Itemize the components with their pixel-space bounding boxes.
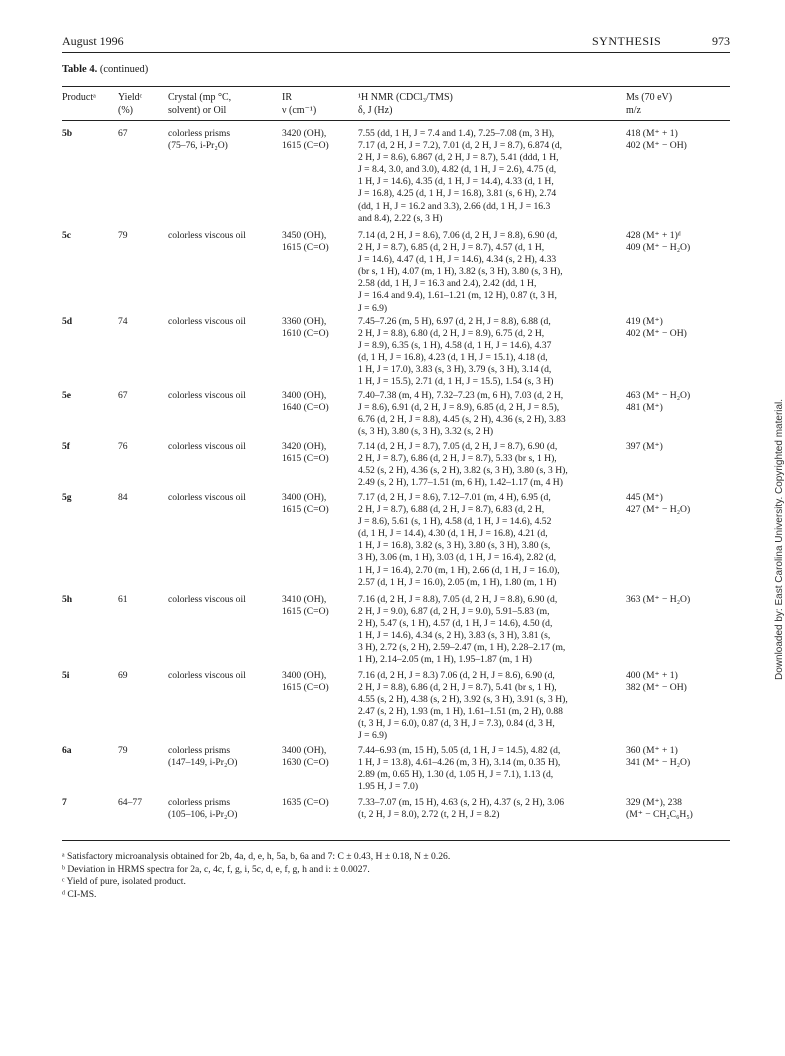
table-cell-line: 79 — [118, 230, 128, 241]
table-cell-product — [62, 230, 112, 242]
table-cell-line: 1615 (C=O) — [282, 242, 329, 254]
table-cell-line: colorless viscous oil — [168, 670, 246, 681]
table-cell-line: 1640 (C=O) — [282, 402, 329, 414]
table-cell-ir — [282, 670, 352, 694]
table-cell-ms — [626, 492, 736, 516]
table-cell-crystal — [168, 316, 276, 328]
table-cell-product — [62, 128, 112, 140]
table-cell-line: 1 H, J = 14.6), 4.35 (d, 1 H, J = 14.4), 4.33 (d, 1 H, — [358, 176, 554, 188]
table-cell-line: colorless viscous oil — [168, 390, 246, 401]
column-header-yield — [118, 91, 160, 117]
table-cell-line: colorless prisms — [168, 797, 231, 808]
column-header-line: Productᵃ — [62, 92, 96, 103]
table-cell-ms — [626, 441, 736, 453]
table-cell-nmr — [358, 230, 616, 315]
column-header-line: Ms (70 eV) — [626, 92, 673, 103]
table-cell-ms — [626, 670, 736, 694]
table-cell-line: 419 (M⁺) — [626, 316, 663, 327]
table-cell-line: 3400 (OH), — [282, 670, 327, 681]
table-cell-line: 400 (M⁺ + 1) — [626, 670, 678, 681]
table-cell-nmr — [358, 797, 616, 821]
table-cell-line: 2 H), 5.47 (s, 1 H), 4.57 (d, 1 H, J = 14.6), 4.50 (d, — [358, 618, 553, 630]
column-header-line: Crystal (mp °C, — [168, 92, 232, 103]
table-cell-line: colorless prisms — [168, 128, 231, 139]
table-cell-line: 67 — [118, 390, 128, 401]
table-cell-line: 5i — [62, 670, 70, 681]
table-cell-ir — [282, 594, 352, 618]
table-cell-line: 2 H, J = 8.8), 6.80 (d, 2 H, J = 8.9), 6.75 (d, 2 H, — [358, 328, 545, 340]
table-cell-product — [62, 797, 112, 809]
table-cell-line: 7 — [62, 797, 67, 808]
table-caption — [62, 64, 148, 75]
table-top-rule — [62, 86, 730, 87]
table-cell-line: J = 8.6), 5.61 (s, 1 H), 4.58 (d, 1 H, J = 14.6), 4.52 — [358, 516, 552, 528]
table-cell-line: 363 (M⁺ − H₂O) — [626, 594, 691, 605]
table-cell-crystal — [168, 670, 276, 682]
table-cell-line: 3410 (OH), — [282, 594, 327, 605]
table-cell-line: 382 (M⁺ − OH) — [626, 682, 687, 694]
column-header-line: (%) — [118, 105, 133, 116]
table-cell-line: 2 H, J = 8.7), 6.88 (d, 2 H, J = 8.7), 6.83 (d, 2 H, — [358, 504, 545, 516]
table-cell-line: 341 (M⁺ − H₂O) — [626, 757, 691, 769]
table-cell-line: 2 H, J = 9.0), 6.87 (d, 2 H, J = 9.0), 5.91–5.83 (m, — [358, 606, 550, 618]
table-cell-line: (147–149, i-Pr₂O) — [168, 757, 238, 769]
table-cell-line: J = 8.6), 6.91 (d, 2 H, J = 8.9), 6.85 (d, 2 H, J = 8.5), — [358, 402, 560, 414]
table-cell-line: 1615 (C=O) — [282, 504, 329, 516]
table-cell-line: 2 H, J = 8.7), 6.85 (d, 2 H, J = 8.7), 4.57 (d, 1 H, — [358, 242, 545, 254]
table-cell-yield — [118, 594, 160, 606]
table-cell-line: 5e — [62, 390, 72, 401]
table-cell-ir — [282, 230, 352, 254]
table-cell-line: 7.16 (d, 2 H, J = 8.3) 7.06 (d, 2 H, J = 8.6), 6.90 (d, — [358, 670, 555, 681]
table-cell-line: 428 (M⁺ + 1)ᵈ — [626, 230, 681, 241]
table-cell-product — [62, 492, 112, 504]
table-cell-line: 4.52 (s, 2 H), 4.36 (s, 2 H), 3.82 (s, 3 H), 3.80 (s, 3 H), — [358, 465, 568, 477]
table-cell-line: 409 (M⁺ − H₂O) — [626, 242, 691, 254]
table-cell-line: colorless viscous oil — [168, 594, 246, 605]
footnote: ᶜ Yield of pure, isolated product. — [62, 876, 186, 887]
table-cell-line: (M⁺ − CH₂C₆H₅) — [626, 809, 693, 821]
table-cell-line: (br s, 1 H), 4.07 (m, 1 H), 3.82 (s, 3 H), 3.80 (s, 3 H), — [358, 266, 563, 278]
table-cell-product — [62, 745, 112, 757]
table-cell-line: 1 H, J = 14.6), 4.34 (s, 2 H), 3.83 (s, 3 H), 3.81 (s, — [358, 630, 551, 642]
column-header-line: δ, J (Hz) — [358, 105, 393, 116]
table-cell-line: J = 8.9), 6.35 (s, 1 H), 4.58 (d, 1 H, J = 14.6), 4.37 — [358, 340, 552, 352]
table-cell-crystal — [168, 492, 276, 504]
column-header-line: ν (cm⁻¹) — [282, 105, 317, 116]
table-header-rule — [62, 120, 730, 121]
table-cell-line: J = 16.8), 4.25 (d, 1 H, J = 16.8), 3.81 (s, 6 H), 2.74 — [358, 188, 557, 200]
table-cell-line: 69 — [118, 670, 128, 681]
table-cell-line: colorless viscous oil — [168, 492, 246, 503]
table-cell-line: 7.40–7.38 (m, 4 H), 7.32–7.23 (m, 6 H), 7.03 (d, 2 H, — [358, 390, 564, 401]
table-cell-nmr — [358, 492, 616, 589]
table-cell-line: J = 6.9) — [358, 302, 388, 314]
table-cell-line: J = 16.4 and 9.4), 1.61–1.21 (m, 12 H), 0.87 (t, 3 H, — [358, 290, 557, 302]
table-cell-crystal — [168, 797, 276, 821]
header-rule — [62, 52, 730, 53]
table-cell-line: 76 — [118, 441, 128, 452]
table-cell-line: 64–77 — [118, 797, 142, 808]
table-cell-ir — [282, 745, 352, 769]
table-cell-yield — [118, 390, 160, 402]
table-cell-line: 1615 (C=O) — [282, 140, 329, 152]
table-cell-crystal — [168, 594, 276, 606]
table-cell-line: (d, 1 H, J = 16.8), 4.23 (d, 1 H, J = 15.1), 4.18 (d, — [358, 352, 548, 364]
table-cell-line: 7.44–6.93 (m, 15 H), 5.05 (d, 1 H, J = 14.5), 4.82 (d, — [358, 745, 561, 756]
column-header-line: IR — [282, 92, 292, 103]
table-cell-line: (105–106, i-Pr₂O) — [168, 809, 238, 821]
table-cell-ir — [282, 492, 352, 516]
table-cell-line: 84 — [118, 492, 128, 503]
column-header-line: solvent) or Oil — [168, 105, 227, 116]
table-cell-line: 3400 (OH), — [282, 492, 327, 503]
table-cell-line: 463 (M⁺ − H₂O) — [626, 390, 691, 401]
table-cell-ir — [282, 390, 352, 414]
table-cell-line: J = 14.6), 4.47 (d, 1 H, J = 14.6), 4.34 (s, 2 H), 4.33 — [358, 254, 557, 266]
table-cell-line: 1 H, J = 15.5), 2.71 (d, 1 H, J = 15.5), 1.54 (s, 3 H) — [358, 376, 554, 388]
table-cell-line: 5f — [62, 441, 70, 452]
table-cell-ms — [626, 230, 736, 254]
header-date: August 1996 — [62, 34, 124, 48]
table-cell-yield — [118, 230, 160, 242]
footnote: ᵃ Satisfactory microanalysis obtained for 2b, 4a, d, e, h, 5a, b, 6a and 7: C ± 0.43, H ± 0.18, N ± 0.26. — [62, 851, 451, 862]
table-cell-crystal — [168, 441, 276, 453]
table-cell-line: 7.45–7.26 (m, 5 H), 6.97 (d, 2 H, J = 8.8), 6.88 (d, — [358, 316, 551, 327]
table-cell-ms — [626, 128, 736, 152]
table-cell-crystal — [168, 230, 276, 242]
table-cell-line: 2 H, J = 8.8), 6.86 (d, 2 H, J = 8.7), 5.41 (br s, 1 H), — [358, 682, 557, 694]
table-cell-line: 7.14 (d, 2 H, J = 8.7), 7.05 (d, 2 H, J = 8.7), 6.90 (d, — [358, 441, 558, 452]
table-cell-line: colorless viscous oil — [168, 441, 246, 452]
table-cell-line: (dd, 1 H, J = 16.2 and 3.3), 2.66 (dd, 1 H, J = 16.3 — [358, 200, 551, 212]
column-header-crystal — [168, 91, 276, 117]
table-cell-line: 3360 (OH), — [282, 316, 327, 327]
table-cell-yield — [118, 670, 160, 682]
column-header-line: Yieldᶜ — [118, 92, 143, 103]
column-header-line: m/z — [626, 105, 641, 116]
table-cell-line: 3420 (OH), — [282, 441, 327, 452]
table-cell-line: colorless viscous oil — [168, 316, 246, 327]
table-cell-line: J = 8.4, 3.0, and 3.0), 4.82 (d, 1 H, J = 2.6), 4.75 (d, — [358, 164, 557, 176]
table-cell-line: 3 H), 3.06 (m, 1 H), 3.03 (d, 1 H, J = 16.4), 2.82 (d, — [358, 552, 557, 564]
table-cell-line: 1635 (C=O) — [282, 797, 329, 808]
table-cell-line: 402 (M⁺ − OH) — [626, 140, 687, 152]
table-cell-line: 7.55 (dd, 1 H, J = 7.4 and 1.4), 7.25–7.08 (m, 3 H), — [358, 128, 555, 139]
table-cell-yield — [118, 316, 160, 328]
table-cell-line: 2.89 (m, 0.65 H), 1.30 (d, 1.05 H, J = 7.1), 1.13 (d, — [358, 769, 554, 781]
table-cell-ir — [282, 441, 352, 465]
table-cell-line: 3450 (OH), — [282, 230, 327, 241]
column-header-product — [62, 91, 112, 104]
table-cell-line: colorless prisms — [168, 745, 231, 756]
table-cell-line: (s, 3 H), 3.80 (s, 3 H), 3.32 (s, 2 H) — [358, 426, 494, 438]
table-cell-line: 427 (M⁺ − H₂O) — [626, 504, 691, 516]
table-cell-line: 4.55 (s, 2 H), 4.38 (s, 2 H), 3.92 (s, 3 H), 3.91 (s, 3 H), — [358, 694, 568, 706]
table-cell-line: 2.57 (d, 1 H, J = 16.0), 2.05 (m, 1 H), 1.80 (m, 1 H) — [358, 576, 557, 588]
table-cell-ir — [282, 316, 352, 340]
table-cell-product — [62, 441, 112, 453]
table-cell-line: 1 H, J = 17.0), 3.83 (s, 3 H), 3.79 (s, 3 H), 3.14 (d, — [358, 364, 552, 376]
table-cell-line: 1615 (C=O) — [282, 453, 329, 465]
header-journal: SYNTHESIS — [592, 34, 662, 48]
table-cell-line: and 8.4), 2.22 (s, 3 H) — [358, 212, 443, 224]
download-watermark: Downloaded by: East Carolina University. Copyrighted material. — [774, 398, 785, 680]
table-footnotes — [62, 851, 730, 901]
table-cell-nmr — [358, 441, 616, 489]
table-cell-yield — [118, 492, 160, 504]
footnote: ᵈ CI-MS. — [62, 888, 97, 900]
table-caption-text: (continued) — [99, 64, 149, 75]
table-cell-line: 2 H, J = 8.6), 6.867 (d, 2 H, J = 8.7), 5.41 (ddd, 1 H, — [358, 152, 559, 164]
page-header — [62, 34, 730, 50]
table-cell-line: 7.14 (d, 2 H, J = 8.6), 7.06 (d, 2 H, J = 8.8), 6.90 (d, — [358, 230, 558, 241]
table-cell-line: colorless viscous oil — [168, 230, 246, 241]
table-cell-line: 1615 (C=O) — [282, 682, 329, 694]
table-cell-line: 445 (M⁺) — [626, 492, 663, 503]
table-cell-nmr — [358, 670, 616, 743]
table-cell-line: 3400 (OH), — [282, 390, 327, 401]
table-cell-line: 5c — [62, 230, 72, 241]
table-cell-line: 402 (M⁺ − OH) — [626, 328, 687, 340]
table-cell-line: (d, 1 H, J = 14.4), 4.30 (d, 1 H, J = 16.8), 4.21 (d, — [358, 528, 548, 540]
table-cell-yield — [118, 441, 160, 453]
table-cell-product — [62, 670, 112, 682]
table-bottom-rule — [62, 840, 730, 841]
table-cell-ms — [626, 316, 736, 340]
table-cell-line: 2.49 (s, 2 H), 1.77–1.51 (m, 6 H), 1.42–1.17 (m, 4 H) — [358, 477, 563, 489]
table-cell-line: 1 H, J = 16.8), 3.82 (s, 3 H), 3.80 (s, 3 H), 3.80 (s, — [358, 540, 551, 552]
table-cell-line: 2.58 (dd, 1 H, J = 16.3 and 2.4), 2.42 (dd, 1 H, — [358, 278, 537, 290]
table-cell-line: 360 (M⁺ + 1) — [626, 745, 678, 756]
table-cell-line: 481 (M⁺) — [626, 402, 663, 414]
table-cell-yield — [118, 797, 160, 809]
table-cell-line: 7.17 (d, 2 H, J = 8.6), 7.12–7.01 (m, 4 H), 6.95 (d, — [358, 492, 551, 503]
column-header-ir — [282, 91, 352, 117]
table-cell-line: 5d — [62, 316, 73, 327]
table-cell-line: 5b — [62, 128, 73, 139]
table-cell-line: 3400 (OH), — [282, 745, 327, 756]
table-cell-ir — [282, 128, 352, 152]
table-cell-line: 2 H, J = 8.7), 6.86 (d, 2 H, J = 8.7), 5.33 (br s, 1 H), — [358, 453, 557, 465]
table-cell-line: (t, 2 H, J = 8.0), 2.72 (t, 2 H, J = 8.2) — [358, 809, 500, 821]
table-cell-line: 67 — [118, 128, 128, 139]
table-cell-nmr — [358, 390, 616, 438]
table-cell-line: 2.47 (s, 2 H), 1.93 (m, 1 H), 1.61–1.51 (m, 2 H), 0.88 — [358, 706, 563, 718]
table-cell-line: 1 H, J = 13.8), 4.61–4.26 (m, 3 H), 3.14 (m, 0.35 H), — [358, 757, 561, 769]
table-cell-line: (t, 3 H, J = 6.0), 0.87 (d, 3 H, J = 7.3), 0.84 (d, 3 H, — [358, 718, 555, 730]
table-cell-line: (75–76, i-Pr₂O) — [168, 140, 228, 152]
table-cell-line: 5h — [62, 594, 73, 605]
table-cell-yield — [118, 745, 160, 757]
table-cell-line: 7.17 (d, 2 H, J = 7.2), 7.01 (d, 2 H, J = 8.7), 6.874 (d, — [358, 140, 563, 152]
table-cell-line: 1610 (C=O) — [282, 328, 329, 340]
table-cell-product — [62, 594, 112, 606]
table-cell-line: 79 — [118, 745, 128, 756]
table-cell-line: 74 — [118, 316, 128, 327]
footnote: ᵇ Deviation in HRMS spectra for 2a, c, 4c, f, g, i, 5c, d, e, f, g, h and i: ± 0.0027. — [62, 863, 370, 875]
table-cell-crystal — [168, 745, 276, 769]
table-cell-ms — [626, 594, 736, 606]
table-cell-line: 1 H), 2.14–2.05 (m, 1 H), 1.95–1.87 (m, 1 H) — [358, 654, 533, 666]
table-cell-crystal — [168, 390, 276, 402]
table-cell-crystal — [168, 128, 276, 152]
column-header-nmr — [358, 91, 616, 117]
column-header-ms — [626, 91, 736, 117]
table-cell-line: J = 6.9) — [358, 730, 388, 742]
table-cell-ms — [626, 390, 736, 414]
table-cell-ms — [626, 797, 736, 821]
column-header-line: ¹H NMR (CDCl₃/TMS) — [358, 92, 453, 103]
table-cell-nmr — [358, 594, 616, 667]
table-cell-line: 61 — [118, 594, 128, 605]
table-cell-line: 6a — [62, 745, 72, 756]
table-caption-label: Table 4. — [62, 64, 98, 75]
table-cell-line: 5g — [62, 492, 72, 503]
table-cell-line: 7.16 (d, 2 H, J = 8.8), 7.05 (d, 2 H, J = 8.8), 6.90 (d, — [358, 594, 558, 605]
table-cell-yield — [118, 128, 160, 140]
table-cell-nmr — [358, 745, 616, 793]
table-cell-line: 6.76 (d, 2 H, J = 8.8), 4.45 (s, 2 H), 4.36 (s, 2 H), 3.83 — [358, 414, 566, 426]
table-cell-nmr — [358, 316, 616, 389]
table-cell-nmr — [358, 128, 616, 225]
table-cell-line: 3 H), 2.72 (s, 2 H), 2.59–2.47 (m, 1 H), 2.28–2.17 (m, — [358, 642, 566, 654]
table-cell-line: 1 H, J = 16.4), 2.70 (m, 1 H), 2.66 (d, 1 H, J = 16.0), — [358, 564, 560, 576]
table-cell-line: 1630 (C=O) — [282, 757, 329, 769]
table-cell-line: 418 (M⁺ + 1) — [626, 128, 678, 139]
table-cell-product — [62, 390, 112, 402]
table-cell-ms — [626, 745, 736, 769]
table-cell-product — [62, 316, 112, 328]
table-cell-line: 3420 (OH), — [282, 128, 327, 139]
table-cell-line: 1615 (C=O) — [282, 606, 329, 618]
table-cell-ir — [282, 797, 352, 809]
header-page-number: 973 — [712, 34, 730, 48]
table-cell-line: 1.95 H, J = 7.0) — [358, 781, 419, 793]
table-cell-line: 329 (M⁺), 238 — [626, 797, 682, 808]
table-cell-line: 397 (M⁺) — [626, 441, 663, 452]
table-cell-line: 7.33–7.07 (m, 15 H), 4.63 (s, 2 H), 4.37 (s, 2 H), 3.06 — [358, 797, 564, 808]
